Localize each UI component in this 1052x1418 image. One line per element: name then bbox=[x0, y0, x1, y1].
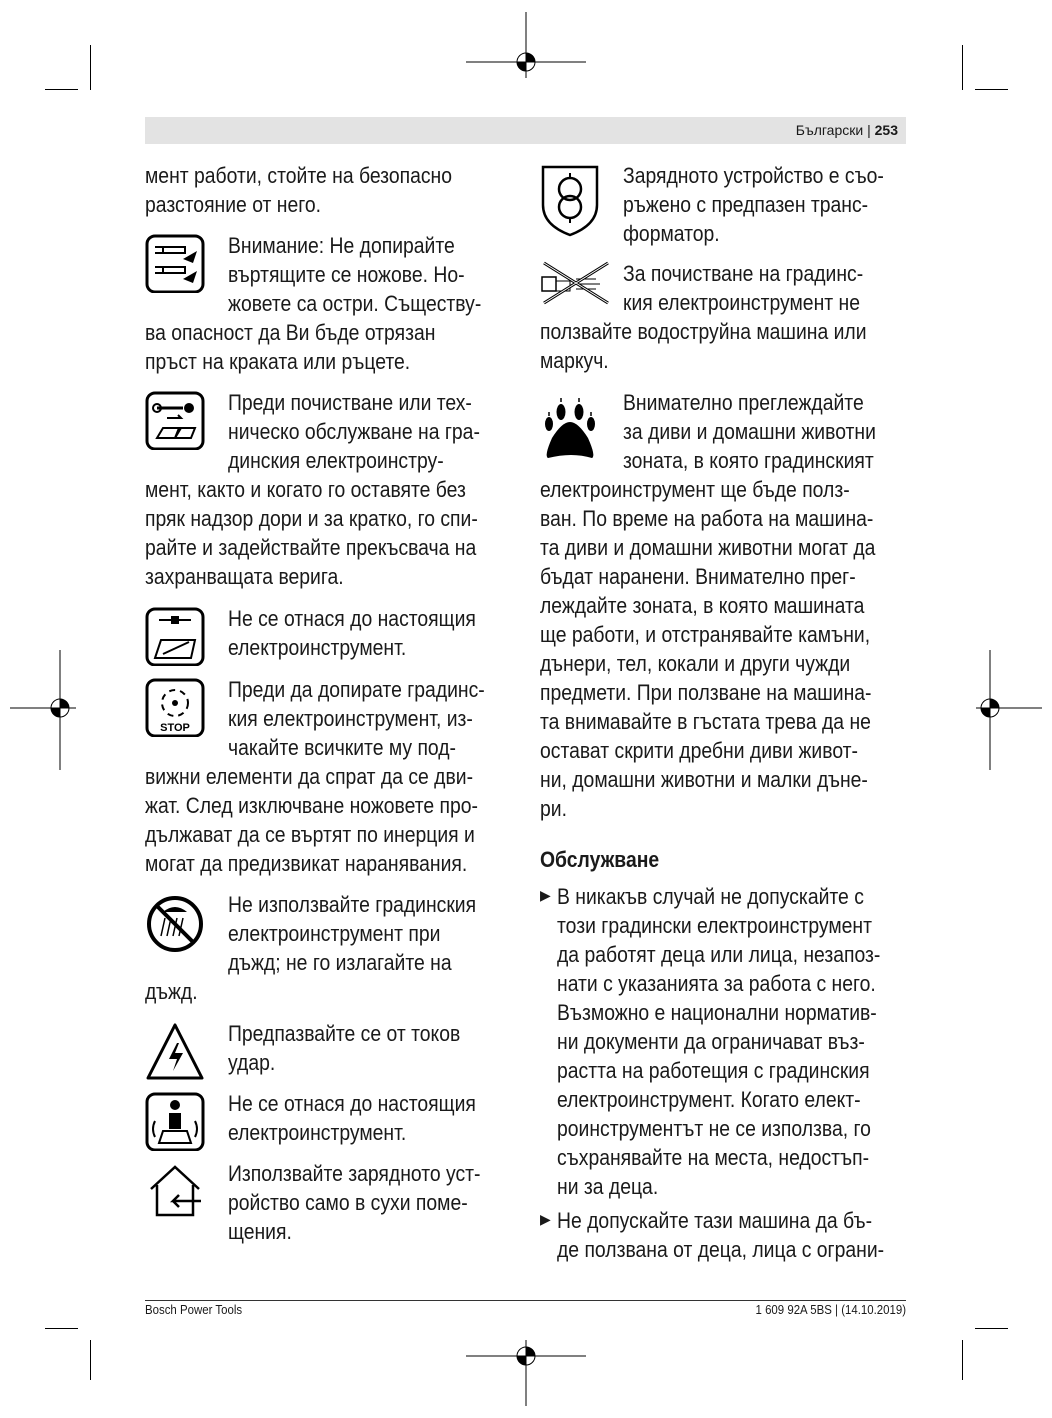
registration-mark-icon bbox=[466, 12, 586, 78]
plug-manual-icon bbox=[145, 606, 205, 666]
operator-icon bbox=[145, 1091, 205, 1151]
paragraph-lead: Зарядното устройство е съо- ръжено с предпазен транс- форматор. bbox=[623, 163, 884, 246]
safety-transformer-icon bbox=[540, 163, 600, 237]
stop-rotation-icon bbox=[145, 677, 205, 737]
paragraph-lead: Предпазвайте се от токов удар. bbox=[228, 1021, 461, 1075]
safety-item bbox=[145, 388, 515, 591]
indoor-use-icon bbox=[145, 1161, 205, 1221]
paragraph-lead: Преди да допирате градинс- кия електроинструмент, из- чакайте всичките му под- bbox=[228, 677, 485, 760]
intro-text bbox=[145, 161, 515, 219]
safety-item bbox=[540, 161, 910, 248]
page-number: 253 bbox=[874, 122, 898, 138]
stop-label: STOP bbox=[160, 722, 190, 734]
bullet-item bbox=[540, 882, 910, 1201]
paragraph-rest: ва опасност да Ви бъде отрязан пръст на краката или ръцете. bbox=[145, 320, 436, 374]
page-header: Български | 253 bbox=[145, 117, 906, 144]
bullet-text: Не допускайте тази машина да бъ- де ползвана от деца, лица с ограни- bbox=[557, 1208, 885, 1262]
paragraph: мент работи, стойте на безопасно разстояние от него. bbox=[145, 163, 452, 217]
paragraph-lead: Преди почистване или тех- ническо обслужване на гра- динския електроинстру- bbox=[228, 390, 480, 473]
safety-item bbox=[145, 1159, 515, 1246]
safety-item bbox=[145, 1089, 515, 1147]
paragraph-lead: Внимателно преглеждайте за диви и домашни животни зоната, в която градинският bbox=[623, 390, 876, 473]
footer-divider bbox=[145, 1300, 906, 1301]
safety-item bbox=[145, 231, 515, 376]
paragraph-lead: За почистване на градинс- кия електроинструмент не bbox=[623, 261, 864, 315]
crop-mark bbox=[975, 89, 1008, 90]
safety-item bbox=[540, 259, 910, 375]
paragraph-lead: Не се отнася до настоящия електроинструмент. bbox=[228, 1091, 476, 1145]
bullet-arrow-icon: ▶ bbox=[540, 887, 551, 903]
bullet-text: В никакъв случай не допускайте с този градински електроинструмент да работят деца или лица, незапоз- нати с указанията за работа с него. Възможно е национални норматив- ни документи да ограничават въз- растта на работещия с градинския електроинструмент. Когато елект- роинструментът не се използва, го съхранявайте на места, недостъп- ни за деца. bbox=[557, 884, 881, 1199]
footer-brand: Bosch Power Tools bbox=[145, 1302, 243, 1317]
safety-item bbox=[540, 388, 910, 823]
paragraph-lead: Внимание: Не допирайте въртящите се ножове. Но- жовете са остри. Съществу- bbox=[228, 233, 482, 316]
section-heading bbox=[540, 845, 910, 874]
no-pressure-washer-icon bbox=[540, 259, 612, 307]
crop-mark bbox=[962, 45, 963, 90]
footer-doc-id: 1 609 92A 5BS | (14.10.2019) bbox=[755, 1302, 906, 1317]
crop-mark bbox=[90, 45, 91, 90]
crop-mark bbox=[45, 89, 78, 90]
paragraph-lead: Използвайте зарядното уст- ройство само в сухи поме- щения. bbox=[228, 1161, 481, 1244]
paragraph-rest: мент, както и когато го оставяте без пряк надзор дори и за кратко, го спи- райте и задействайте прекъсвача на захранващата верига. bbox=[145, 477, 478, 589]
registration-mark-icon bbox=[10, 650, 76, 770]
crop-mark bbox=[90, 1340, 91, 1380]
paragraph-rest: дъжд. bbox=[145, 979, 198, 1004]
registration-mark-icon bbox=[976, 650, 1042, 770]
registration-mark-icon bbox=[466, 1340, 586, 1406]
unplug-manual-icon bbox=[145, 390, 205, 450]
safety-item bbox=[145, 675, 515, 878]
crop-mark bbox=[975, 1328, 1008, 1329]
paw-icon bbox=[540, 390, 600, 462]
safety-item bbox=[145, 890, 515, 1006]
crop-mark bbox=[45, 1328, 78, 1329]
bullet-arrow-icon: ▶ bbox=[540, 1211, 551, 1227]
electric-shock-warning-icon bbox=[145, 1021, 205, 1081]
rotating-blades-icon bbox=[145, 233, 205, 293]
paragraph-rest: електроинструмент ще бъде полз- ван. По време на работа на машина- та диви и домашни животни могат да бъдат наранени. Внимателно прег- леждайте зоната, в която машината ще работи, и отстранявайте камъни, дънери, тел, кокали и други чужди предмети. При ползване на машина- та внимавайте в гъстата трева да не остават скрити дребни диви живот- ни, домашни животни и малки дъне- ри. bbox=[540, 477, 876, 821]
paragraph-rest: ползвайте водоструйна машина или маркуч. bbox=[540, 319, 867, 373]
heading-maintenance: Обслужване bbox=[540, 847, 660, 872]
safety-item bbox=[145, 604, 515, 662]
paragraph-lead: Не се отнася до настоящия електроинструмент. bbox=[228, 606, 476, 660]
bullet-item bbox=[540, 1206, 910, 1264]
no-rain-icon bbox=[145, 892, 205, 952]
paragraph-rest: вижни елементи да спрат да се дви- жат. След изключване ножовете про- дължават да се въртят по инерция и могат да предизвикат наранявания. bbox=[145, 764, 479, 876]
safety-item bbox=[145, 1019, 515, 1077]
crop-mark bbox=[962, 1340, 963, 1380]
paragraph-lead: Не използвайте градинския електроинструмент при дъжд; не го излагайте на bbox=[228, 892, 477, 975]
header-language: Български bbox=[795, 122, 864, 138]
